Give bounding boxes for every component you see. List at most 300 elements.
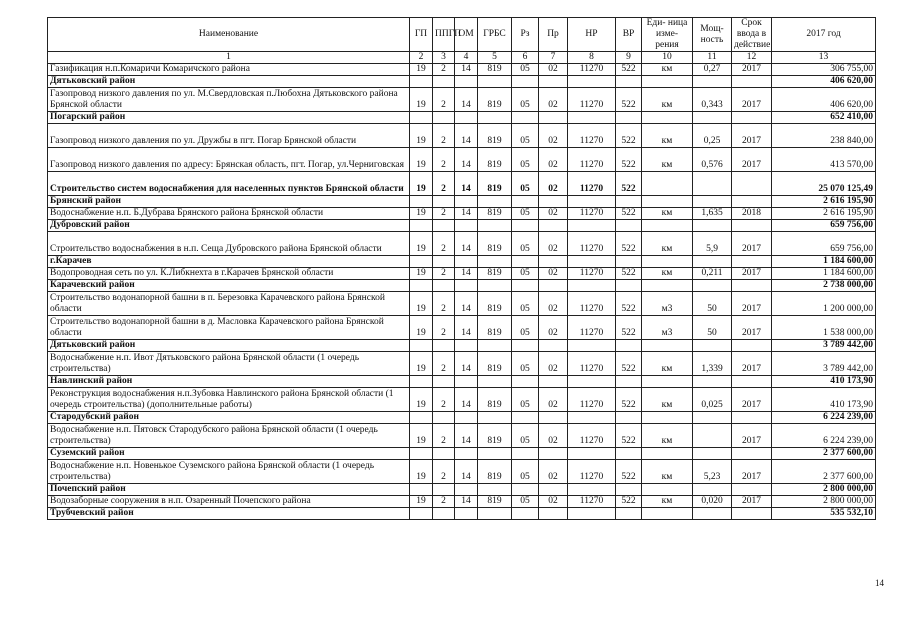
cell-name: Строительство водоснабжения в н.п. Сеща Дубровского района Брянской области: [48, 232, 410, 256]
cell-sum: 2 616 195,90: [772, 208, 876, 220]
cell-nr: 11270: [568, 352, 616, 376]
cell-cap: 0,27: [693, 64, 732, 76]
page-number: 14: [875, 578, 884, 588]
cell-gp: 19: [410, 88, 433, 112]
cell-rz: [512, 220, 539, 232]
cell-vr: [616, 256, 642, 268]
cell-nr: [568, 412, 616, 424]
cell-term: [732, 412, 772, 424]
cell-sum: 659 756,00: [772, 232, 876, 256]
cell-name: Суземский район: [48, 448, 410, 460]
cell-ppgp: [433, 340, 455, 352]
cell-vr: [616, 412, 642, 424]
cell-unit: км: [642, 496, 693, 508]
header-rz: Рз: [512, 18, 539, 52]
cell-grbs: [478, 412, 512, 424]
column-number: 5: [478, 52, 512, 64]
cell-om: [455, 112, 478, 124]
cell-nr: 11270: [568, 208, 616, 220]
cell-cap: 0,576: [693, 148, 732, 172]
cell-pr: 02: [539, 88, 568, 112]
cell-name: Дятьковский район: [48, 76, 410, 88]
cell-term: [732, 112, 772, 124]
cell-gp: 19: [410, 424, 433, 448]
table-row: [48, 268, 876, 280]
cell-om: [455, 196, 478, 208]
cell-vr: [616, 448, 642, 460]
cell-nr: 11270: [568, 172, 616, 196]
cell-grbs: [478, 508, 512, 520]
cell-vr: [616, 508, 642, 520]
cell-pr: [539, 256, 568, 268]
cell-nr: [568, 220, 616, 232]
cell-pr: [539, 112, 568, 124]
cell-term: 2017: [732, 148, 772, 172]
cell-unit: км: [642, 388, 693, 412]
cell-term: [732, 484, 772, 496]
cell-sum: 413 570,00: [772, 148, 876, 172]
cell-ppgp: [433, 280, 455, 292]
cell-om: 14: [455, 352, 478, 376]
cell-unit: км: [642, 88, 693, 112]
cell-nr: [568, 508, 616, 520]
cell-rz: [512, 412, 539, 424]
cell-rz: [512, 112, 539, 124]
cell-cap: 0,020: [693, 496, 732, 508]
cell-sum: 238 840,00: [772, 124, 876, 148]
budget-table: [47, 17, 876, 520]
cell-unit: [642, 172, 693, 196]
cell-rz: 05: [512, 460, 539, 484]
cell-grbs: [478, 484, 512, 496]
cell-vr: [616, 340, 642, 352]
cell-term: 2017: [732, 124, 772, 148]
cell-ppgp: [433, 508, 455, 520]
cell-name: г.Карачев: [48, 256, 410, 268]
cell-cap: [693, 172, 732, 196]
cell-rz: 05: [512, 352, 539, 376]
cell-om: 14: [455, 316, 478, 340]
cell-om: 14: [455, 424, 478, 448]
cell-rz: [512, 340, 539, 352]
cell-ppgp: 2: [433, 388, 455, 412]
table-row: [48, 88, 876, 112]
cell-term: 2017: [732, 64, 772, 76]
cell-grbs: [478, 280, 512, 292]
cell-name: Газификация н.п.Комаричи Комаричского района: [48, 64, 410, 76]
cell-cap: 1,635: [693, 208, 732, 220]
cell-unit: [642, 196, 693, 208]
cell-pr: 02: [539, 148, 568, 172]
cell-om: [455, 376, 478, 388]
cell-vr: 522: [616, 172, 642, 196]
header-vr: ВР: [616, 18, 642, 52]
cell-rz: [512, 196, 539, 208]
cell-rz: 05: [512, 64, 539, 76]
cell-term: 2017: [732, 388, 772, 412]
cell-nr: [568, 340, 616, 352]
cell-unit: м3: [642, 292, 693, 316]
cell-pr: [539, 412, 568, 424]
cell-vr: 522: [616, 460, 642, 484]
cell-gp: 19: [410, 316, 433, 340]
cell-cap: [693, 376, 732, 388]
cell-vr: 522: [616, 232, 642, 256]
cell-pr: 02: [539, 64, 568, 76]
cell-name: Водоснабжение н.п. Б.Дубрава Брянского района Брянской области: [48, 208, 410, 220]
cell-gp: 19: [410, 148, 433, 172]
cell-cap: 5,23: [693, 460, 732, 484]
cell-name: Водоснабжение н.п. Ивот Дятьковского района Брянской области (1 очередь строительства): [48, 352, 410, 376]
cell-name: Строительство водонапорной башни в п. Березовка Карачевского района Брянской области: [48, 292, 410, 316]
cell-vr: 522: [616, 88, 642, 112]
cell-unit: км: [642, 124, 693, 148]
column-number: 12: [732, 52, 772, 64]
cell-rz: [512, 484, 539, 496]
cell-cap: [693, 280, 732, 292]
cell-name: Дубровский район: [48, 220, 410, 232]
group-row: [48, 76, 876, 88]
cell-pr: 02: [539, 268, 568, 280]
cell-unit: [642, 376, 693, 388]
cell-unit: км: [642, 64, 693, 76]
cell-term: 2017: [732, 496, 772, 508]
cell-grbs: 819: [478, 460, 512, 484]
cell-om: 14: [455, 208, 478, 220]
column-number: 1: [48, 52, 410, 64]
cell-pr: [539, 376, 568, 388]
table-row: [48, 352, 876, 376]
group-row: [48, 484, 876, 496]
cell-vr: 522: [616, 292, 642, 316]
cell-om: 14: [455, 232, 478, 256]
cell-cap: 0,211: [693, 268, 732, 280]
cell-term: 2017: [732, 424, 772, 448]
cell-gp: 19: [410, 388, 433, 412]
table-row: [48, 124, 876, 148]
cell-term: 2017: [732, 352, 772, 376]
cell-term: [732, 220, 772, 232]
cell-name: Газопровод низкого давления по ул. Дружбы в пгт. Погар Брянской области: [48, 124, 410, 148]
header-grbs: ГРБС: [478, 18, 512, 52]
cell-name: Газопровод низкого давления по адресу: Брянская область, пгт. Погар, ул.Черниговская: [48, 148, 410, 172]
cell-gp: [410, 256, 433, 268]
cell-gp: 19: [410, 292, 433, 316]
cell-nr: [568, 76, 616, 88]
cell-om: [455, 256, 478, 268]
cell-name: Брянский район: [48, 196, 410, 208]
cell-grbs: 819: [478, 172, 512, 196]
cell-om: [455, 220, 478, 232]
cell-sum: 2 377 600,00: [772, 460, 876, 484]
cell-ppgp: [433, 412, 455, 424]
cell-term: 2017: [732, 316, 772, 340]
cell-vr: 522: [616, 268, 642, 280]
cell-term: [732, 172, 772, 196]
cell-rz: 05: [512, 268, 539, 280]
cell-pr: 02: [539, 388, 568, 412]
cell-nr: 11270: [568, 460, 616, 484]
cell-name: Трубчевский район: [48, 508, 410, 520]
cell-unit: км: [642, 460, 693, 484]
group-row: [48, 256, 876, 268]
cell-cap: [693, 112, 732, 124]
cell-unit: м3: [642, 316, 693, 340]
cell-sum: 410 173,90: [772, 376, 876, 388]
table-row: [48, 316, 876, 340]
cell-unit: [642, 412, 693, 424]
cell-gp: [410, 220, 433, 232]
cell-nr: 11270: [568, 496, 616, 508]
cell-cap: 0,025: [693, 388, 732, 412]
cell-om: [455, 280, 478, 292]
cell-rz: [512, 376, 539, 388]
cell-nr: 11270: [568, 232, 616, 256]
cell-unit: км: [642, 424, 693, 448]
cell-unit: км: [642, 148, 693, 172]
cell-unit: [642, 508, 693, 520]
cell-rz: [512, 448, 539, 460]
cell-om: 14: [455, 460, 478, 484]
cell-rz: 05: [512, 148, 539, 172]
cell-grbs: 819: [478, 292, 512, 316]
cell-nr: [568, 484, 616, 496]
header-om: ОМ: [455, 18, 478, 52]
cell-sum: 6 224 239,00: [772, 412, 876, 424]
cell-grbs: 819: [478, 208, 512, 220]
header-year: 2017 год: [772, 18, 876, 52]
cell-sum: 659 756,00: [772, 220, 876, 232]
cell-gp: 19: [410, 124, 433, 148]
cell-om: 14: [455, 148, 478, 172]
cell-vr: 522: [616, 352, 642, 376]
cell-cap: [693, 412, 732, 424]
cell-grbs: [478, 76, 512, 88]
cell-gp: 19: [410, 460, 433, 484]
group-row: [48, 376, 876, 388]
cell-sum: 410 173,90: [772, 388, 876, 412]
cell-ppgp: [433, 196, 455, 208]
cell-unit: км: [642, 208, 693, 220]
cell-sum: 1 184 600,00: [772, 268, 876, 280]
header-row: [48, 18, 876, 52]
column-number: 9: [616, 52, 642, 64]
cell-nr: [568, 448, 616, 460]
group-row: [48, 280, 876, 292]
cell-sum: 1 200 000,00: [772, 292, 876, 316]
cell-ppgp: [433, 484, 455, 496]
cell-grbs: 819: [478, 268, 512, 280]
cell-grbs: [478, 220, 512, 232]
cell-om: 14: [455, 172, 478, 196]
cell-sum: 2 738 000,00: [772, 280, 876, 292]
cell-rz: [512, 280, 539, 292]
cell-nr: 11270: [568, 268, 616, 280]
cell-nr: 11270: [568, 424, 616, 448]
cell-pr: 02: [539, 424, 568, 448]
cell-grbs: 819: [478, 64, 512, 76]
cell-cap: [693, 220, 732, 232]
cell-om: [455, 448, 478, 460]
cell-term: 2018: [732, 208, 772, 220]
header-unit: Еди- ница изме- рения: [642, 18, 693, 52]
cell-term: 2017: [732, 268, 772, 280]
cell-vr: 522: [616, 316, 642, 340]
cell-ppgp: [433, 220, 455, 232]
cell-ppgp: 2: [433, 424, 455, 448]
cell-ppgp: 2: [433, 292, 455, 316]
cell-name: Погарский район: [48, 112, 410, 124]
cell-pr: [539, 484, 568, 496]
cell-gp: [410, 448, 433, 460]
cell-rz: 05: [512, 208, 539, 220]
cell-pr: 02: [539, 124, 568, 148]
cell-rz: 05: [512, 496, 539, 508]
table-row: [48, 496, 876, 508]
cell-nr: 11270: [568, 88, 616, 112]
cell-pr: [539, 220, 568, 232]
cell-ppgp: 2: [433, 64, 455, 76]
group-row: [48, 220, 876, 232]
cell-sum: 1 184 600,00: [772, 256, 876, 268]
cell-sum: 306 755,00: [772, 64, 876, 76]
cell-rz: [512, 508, 539, 520]
table-row: [48, 64, 876, 76]
cell-cap: [693, 448, 732, 460]
cell-cap: [693, 508, 732, 520]
column-number: 3: [433, 52, 455, 64]
cell-cap: [693, 484, 732, 496]
column-number: 2: [410, 52, 433, 64]
cell-ppgp: 2: [433, 316, 455, 340]
cell-sum: 6 224 239,00: [772, 424, 876, 448]
cell-cap: 0,25: [693, 124, 732, 148]
cell-pr: 02: [539, 460, 568, 484]
cell-sum: 2 616 195,90: [772, 196, 876, 208]
cell-gp: [410, 280, 433, 292]
cell-sum: 535 532,10: [772, 508, 876, 520]
group-row: [48, 112, 876, 124]
cell-om: 14: [455, 124, 478, 148]
cell-cap: 50: [693, 316, 732, 340]
cell-cap: [693, 196, 732, 208]
cell-pr: 02: [539, 352, 568, 376]
cell-gp: 19: [410, 172, 433, 196]
cell-rz: 05: [512, 124, 539, 148]
header-pr: Пр: [539, 18, 568, 52]
cell-sum: 3 789 442,00: [772, 352, 876, 376]
cell-vr: 522: [616, 208, 642, 220]
cell-name: Строительство систем водоснабжения для населенных пунктов Брянской области: [48, 172, 410, 196]
cell-ppgp: 2: [433, 124, 455, 148]
cell-grbs: [478, 196, 512, 208]
cell-grbs: [478, 340, 512, 352]
table-row: [48, 208, 876, 220]
cell-term: [732, 280, 772, 292]
cell-ppgp: 2: [433, 496, 455, 508]
cell-name: Стародубский район: [48, 412, 410, 424]
cell-term: [732, 340, 772, 352]
group-row: [48, 340, 876, 352]
cell-pr: [539, 196, 568, 208]
cell-grbs: 819: [478, 496, 512, 508]
cell-term: 2017: [732, 292, 772, 316]
cell-name: Водозаборные сооружения в н.п. Озаренный Почепского района: [48, 496, 410, 508]
cell-cap: [693, 256, 732, 268]
header-nr: НР: [568, 18, 616, 52]
cell-term: 2017: [732, 88, 772, 112]
cell-cap: 0,343: [693, 88, 732, 112]
column-number: 4: [455, 52, 478, 64]
header-ppgp: ППГП: [433, 18, 455, 52]
cell-nr: [568, 196, 616, 208]
cell-om: [455, 484, 478, 496]
table-row: [48, 388, 876, 412]
cell-pr: 02: [539, 316, 568, 340]
cell-gp: 19: [410, 208, 433, 220]
cell-name: Дятьковский район: [48, 340, 410, 352]
cell-rz: 05: [512, 232, 539, 256]
cell-vr: 522: [616, 388, 642, 412]
cell-ppgp: 2: [433, 352, 455, 376]
cell-rz: 05: [512, 88, 539, 112]
cell-nr: [568, 280, 616, 292]
column-number-row: [48, 52, 876, 64]
cell-pr: [539, 76, 568, 88]
cell-vr: 522: [616, 496, 642, 508]
cell-nr: 11270: [568, 148, 616, 172]
header-term: Срок ввода в действие: [732, 18, 772, 52]
cell-om: 14: [455, 64, 478, 76]
cell-ppgp: 2: [433, 232, 455, 256]
cell-gp: [410, 196, 433, 208]
cell-pr: 02: [539, 496, 568, 508]
cell-rz: 05: [512, 424, 539, 448]
cell-pr: [539, 508, 568, 520]
cell-vr: [616, 196, 642, 208]
cell-term: [732, 376, 772, 388]
group-row: [48, 196, 876, 208]
cell-vr: 522: [616, 64, 642, 76]
cell-nr: 11270: [568, 64, 616, 76]
cell-ppgp: 2: [433, 88, 455, 112]
cell-unit: км: [642, 232, 693, 256]
cell-ppgp: [433, 448, 455, 460]
cell-sum: 2 800 000,00: [772, 484, 876, 496]
cell-om: 14: [455, 88, 478, 112]
cell-name: Водопроводная сеть по ул. К.Либкнехта в г.Карачев Брянской области: [48, 268, 410, 280]
cell-grbs: 819: [478, 352, 512, 376]
cell-vr: 522: [616, 148, 642, 172]
cell-grbs: 819: [478, 148, 512, 172]
cell-ppgp: 2: [433, 268, 455, 280]
cell-term: [732, 256, 772, 268]
cell-vr: [616, 280, 642, 292]
cell-cap: 1,339: [693, 352, 732, 376]
cell-rz: 05: [512, 172, 539, 196]
section-row: [48, 172, 876, 196]
cell-cap: [693, 340, 732, 352]
cell-unit: км: [642, 352, 693, 376]
header-name: Наименование: [48, 18, 410, 52]
cell-grbs: [478, 448, 512, 460]
cell-term: [732, 76, 772, 88]
group-row: [48, 412, 876, 424]
cell-nr: [568, 256, 616, 268]
table-row: [48, 292, 876, 316]
cell-pr: [539, 340, 568, 352]
cell-name: Карачевский район: [48, 280, 410, 292]
